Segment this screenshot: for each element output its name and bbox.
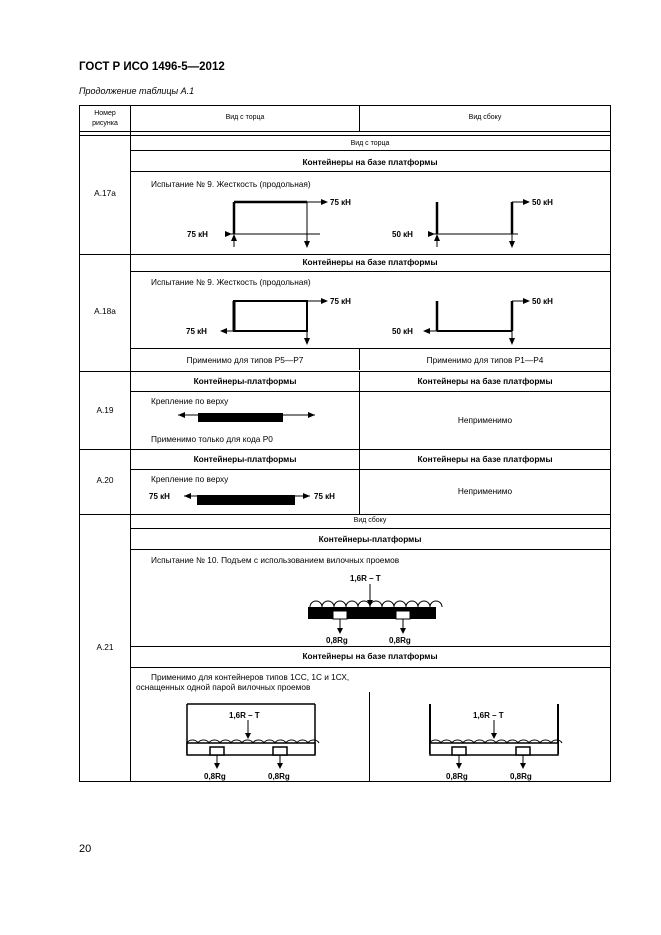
load-label: 0,8Rg (389, 636, 411, 645)
applicable-line-2: оснащенных одной парой вилочных проемов (136, 682, 311, 692)
applicable-note: Применимо только для кода Р0 (151, 434, 273, 444)
figure-number: А.21 (96, 642, 114, 652)
applicable-line-1: Применимо для контейнеров типов 1СС, 1С и 1СХ, (151, 672, 350, 682)
header-divider (359, 106, 360, 131)
section-title: Контейнеры на базе платформы (302, 651, 438, 661)
not-applicable: Неприменимо (457, 415, 513, 425)
a18a-diagrams (130, 271, 611, 348)
right-container-diagram (430, 704, 562, 781)
load-label: 50 кН (392, 230, 413, 239)
note-right: Применимо для типов Р1—Р4 (426, 355, 544, 365)
load-label: 75 кН (187, 230, 208, 239)
load-label: 0,8Rg (326, 636, 348, 645)
right-diagram (392, 198, 553, 248)
view-label: Вид с торца (350, 140, 390, 147)
left-diagram (186, 297, 351, 345)
load-label: 0,8Rg (268, 772, 290, 781)
load-label: 75 кН (149, 492, 170, 501)
load-label: 75 кН (330, 297, 351, 306)
header-side-view: Вид сбоку (468, 114, 502, 121)
left-title: Контейнеры-платформы (193, 376, 297, 386)
note-divider (359, 348, 360, 370)
load-label: 75 кН (186, 327, 207, 336)
load-label: 0,8Rg (446, 772, 468, 781)
fastening-label: Крепление по верху (151, 474, 229, 484)
table-a1 (79, 105, 611, 782)
header-figure-number: Номер рисунка (92, 110, 118, 127)
a19-a20-divider (359, 371, 360, 514)
right-title: Контейнеры на базе платформы (417, 376, 553, 386)
not-applicable: Неприменимо (457, 486, 513, 496)
right-diagram (392, 297, 553, 345)
test-title: Испытание № 9. Жесткость (продольная) (151, 179, 311, 189)
a17a-diagrams (130, 171, 611, 254)
figure-number: А.18а (94, 306, 116, 316)
load-label: 50 кН (392, 327, 413, 336)
fastening-label: Крепление по верху (151, 396, 229, 406)
section-title: Контейнеры-платформы (318, 534, 422, 544)
load-label: 1,6R – T (229, 711, 260, 720)
left-title: Контейнеры-платформы (193, 454, 297, 464)
load-label: 1,6R – T (350, 574, 381, 583)
note-left: Применимо для типов Р5—Р7 (186, 355, 304, 365)
a21-based-diagrams (130, 692, 611, 782)
left-diagram (187, 198, 351, 248)
section-title: Контейнеры на базе платформы (302, 257, 438, 267)
section-title: Контейнеры на базе платформы (302, 157, 438, 167)
load-label: 1,6R – T (473, 711, 504, 720)
a19-diagram (130, 404, 359, 434)
figure-number: А.20 (96, 475, 114, 485)
load-label: 0,8Rg (204, 772, 226, 781)
left-container-diagram (187, 704, 319, 781)
load-label: 50 кН (532, 198, 553, 207)
test-title: Испытание № 9. Жесткость (продольная) (151, 277, 311, 287)
a20-diagram (130, 484, 359, 510)
right-title: Контейнеры на базе платформы (417, 454, 553, 464)
load-label: 75 кН (314, 492, 335, 501)
page-number: 20 (79, 843, 92, 855)
load-label: 75 кН (330, 198, 351, 207)
test-title: Испытание № 10. Подъем с использованием вилочных проемов (151, 555, 400, 565)
load-label: 50 кН (532, 297, 553, 306)
a21-platform-diagram (130, 549, 611, 646)
figure-number: А.17а (94, 188, 116, 198)
header-end-view: Вид с торца (225, 114, 265, 121)
table-caption: Продолжение таблицы А.1 (79, 86, 195, 96)
load-label: 0,8Rg (510, 772, 532, 781)
standard-title: ГОСТ Р ИСО 1496-5—2012 (79, 61, 225, 73)
view-label: Вид сбоку (353, 517, 387, 524)
figure-number: А.19 (96, 405, 114, 415)
